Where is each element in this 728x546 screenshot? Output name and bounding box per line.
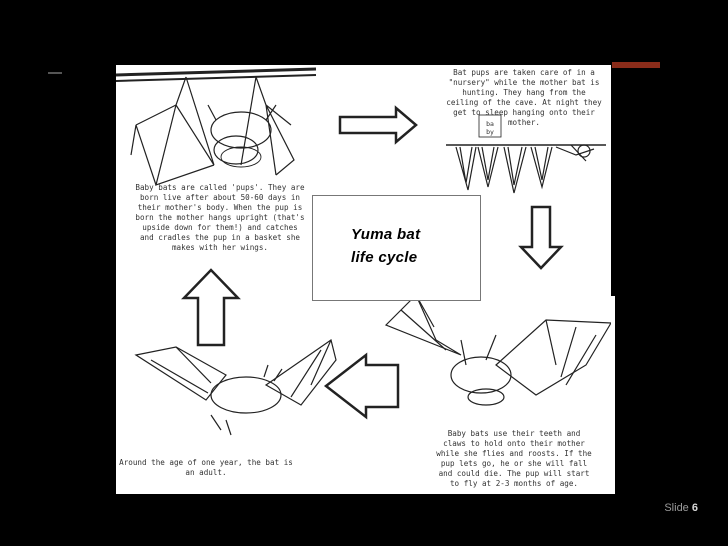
arrow-right-icon [340,108,416,142]
center-title-line2: life cycle [351,249,418,266]
flying-mother-with-pup-icon [386,295,611,405]
baby-icon-label-line2: by [486,128,494,136]
slide-number [664,502,698,514]
stage-adult-text: Around the age of one year, the bat is an adult. [119,458,293,477]
slide-number-value: 6 [691,502,698,514]
baby-icon-label-line1: ba [486,120,494,128]
slide-label: Slide [664,502,689,514]
arrow-up-icon [184,270,238,345]
hanging-mother-bat-icon [116,69,316,185]
arrow-down-icon [521,207,561,268]
stage-cling-to-mother-text: Baby bats use their teeth and claws to hold onto their mother while she flies and roosts. If the pup lets go, he or she will fall and could die. The pup will start to fly at 2-3 months of age. [436,429,592,488]
arrow-left-icon [326,355,398,417]
top-left-dash [48,72,62,74]
adult-bat-icon [136,340,336,435]
stage-pups-born-text: Baby bats are called 'pups'. They are born live after about 50-60 days in their mother's body. When the pup is born the mother hangs upright (that's upside down for them!) and catches and cradles the pup in a basket she makes with her wings. [135,183,305,252]
life-cycle-sheet [116,65,611,494]
center-title-line1: Yuma bat [351,226,421,243]
center-title-box [312,195,481,301]
baby-icon-label [481,120,499,136]
stage-nursery-text: Bat pups are taken care of in a "nursery" while the mother bat is hunting. They hang from the ceiling of the cave. At night they get to sleep hanging onto their mother. [446,68,602,127]
title-accent-bar [612,62,660,68]
sheet-edge [611,296,615,494]
